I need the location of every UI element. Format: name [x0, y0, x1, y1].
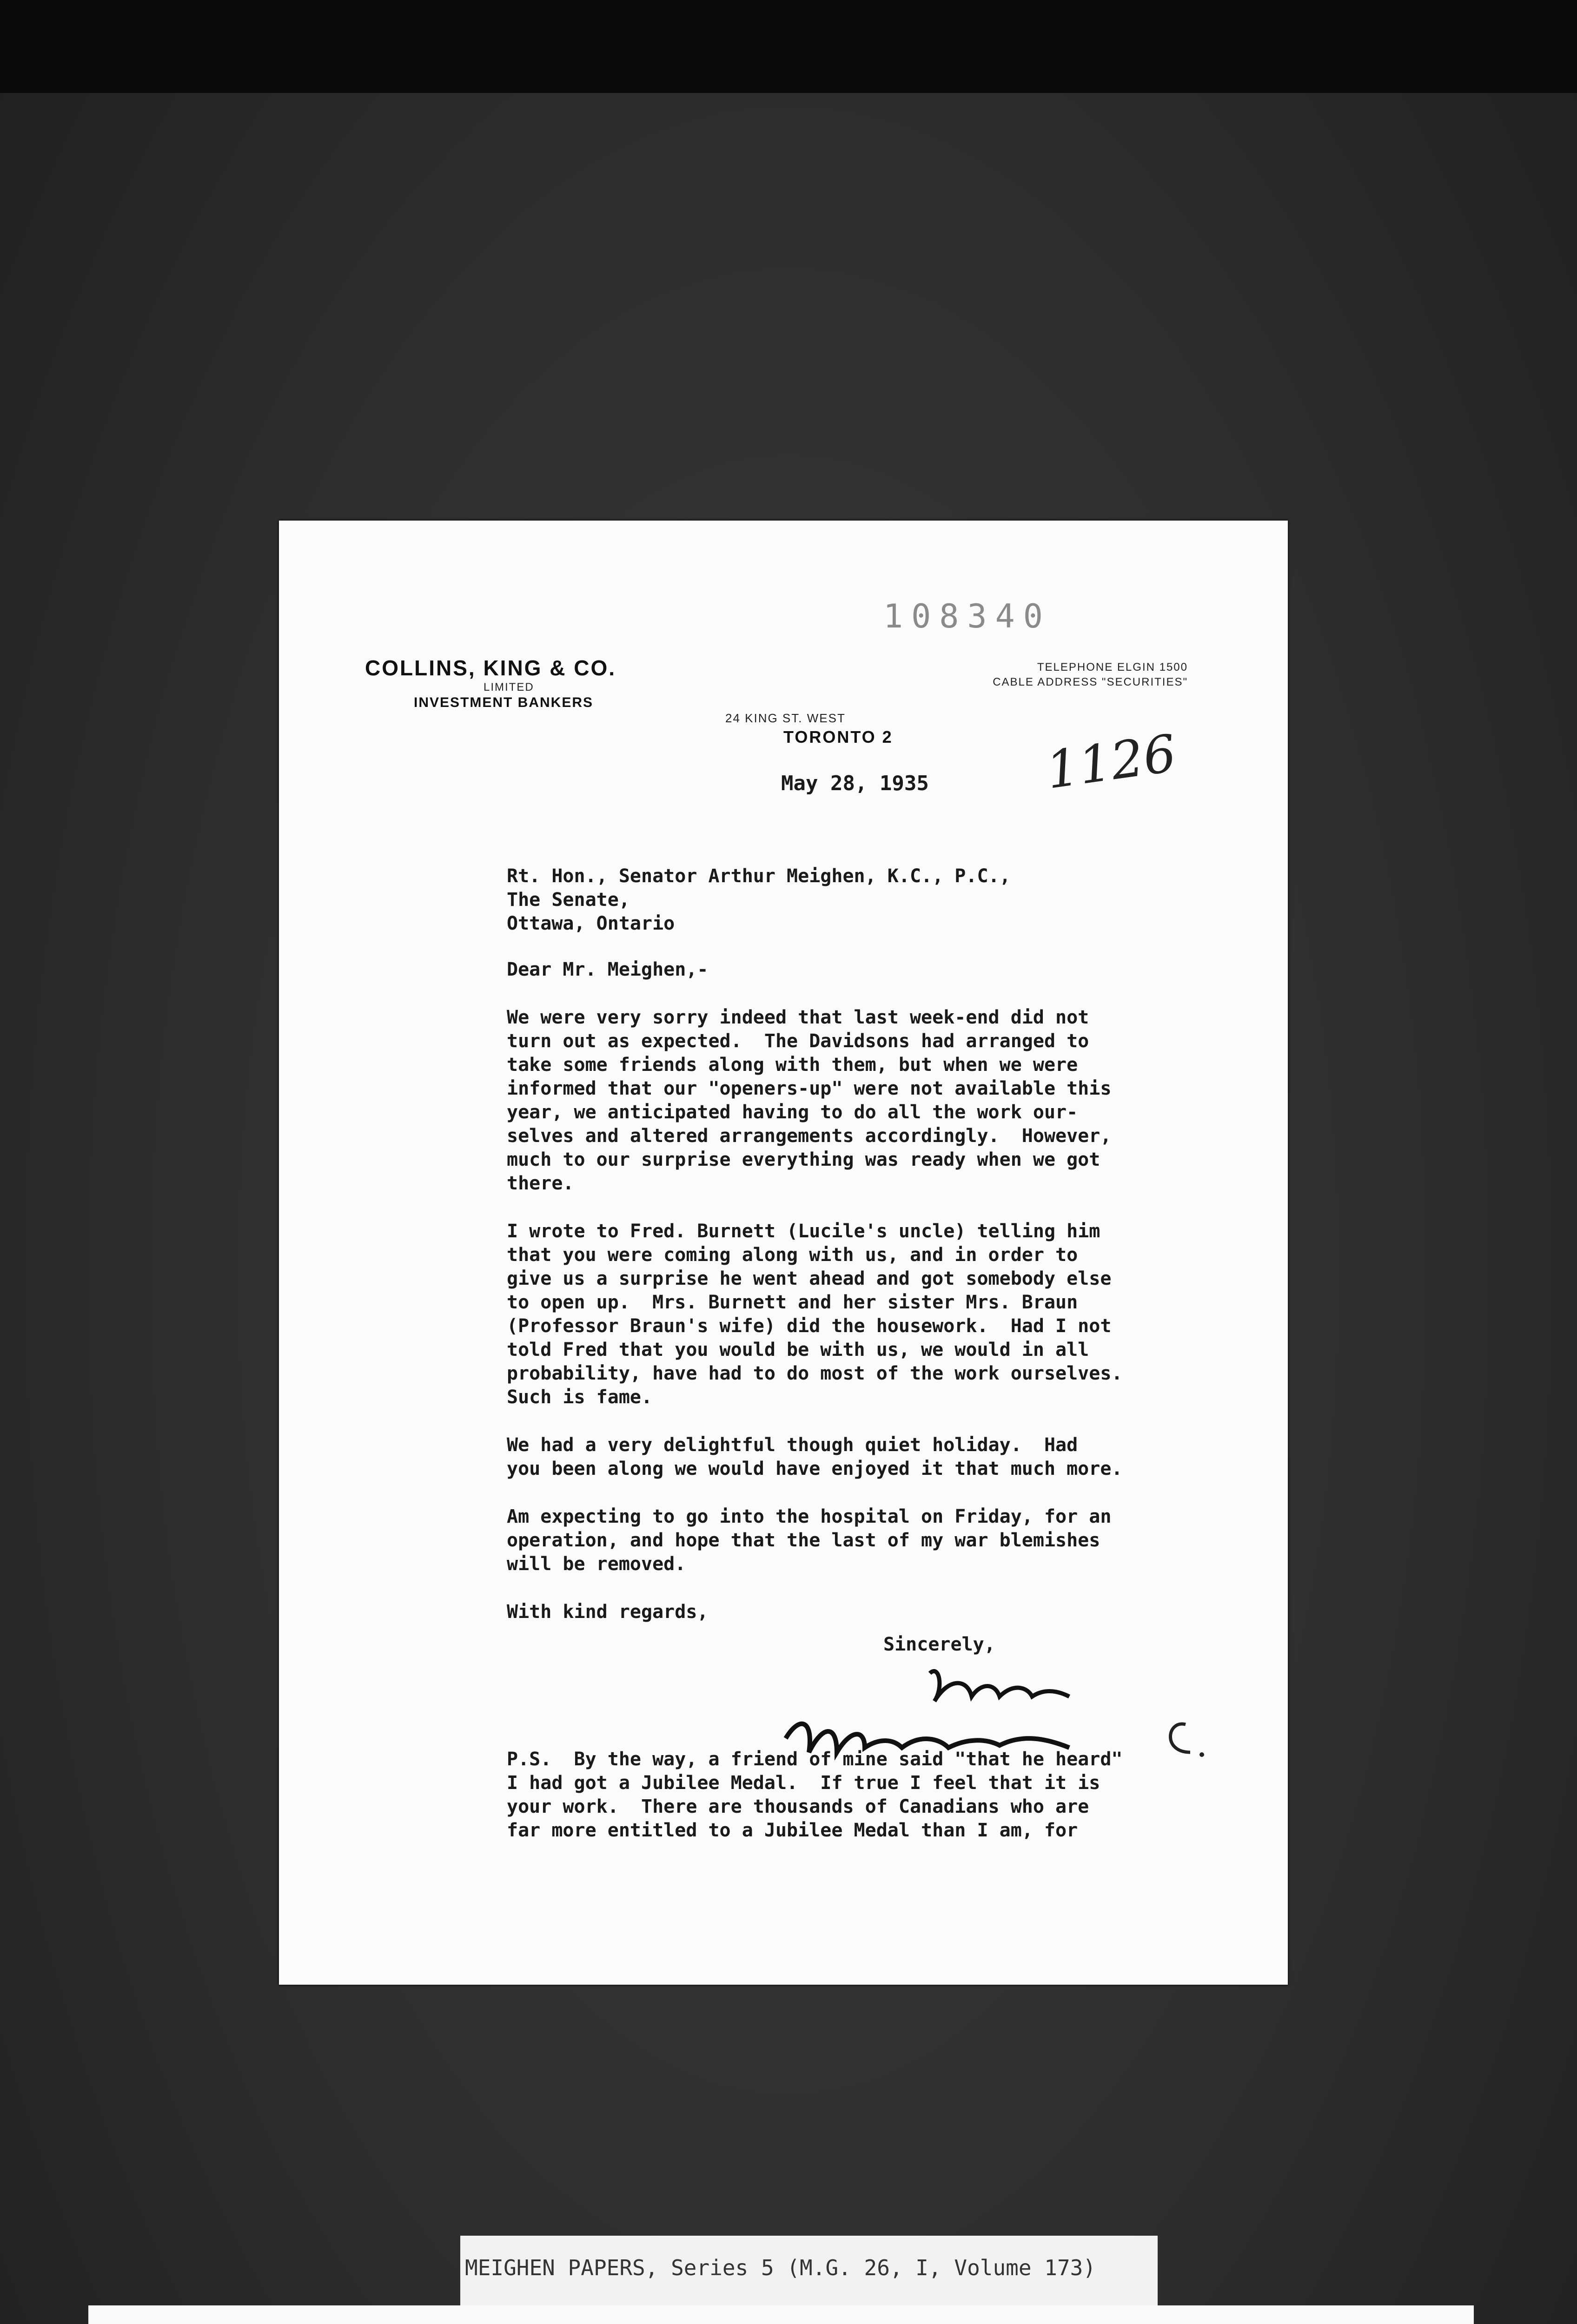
- telephone-line: TELEPHONE ELGIN 1500: [1037, 661, 1188, 673]
- paragraph-3: We had a very delightful though quiet holiday. Had you been along we would have enjoyed it that much more.: [507, 1434, 1123, 1479]
- letter-date: May 28, 1935: [781, 772, 929, 795]
- paragraph-2: I wrote to Fred. Burnett (Lucile's uncle) telling him that you were coming along with us, and in order to give us a surprise he went ahead and got somebody else to open up. Mrs. Burnett and her sister Mrs. Braun (Professor Braun's wife) did the housework. Had I not told Fred that you would be with us, we would in all probability, have had to do most of the work ourselves. Such is fame.: [507, 1221, 1123, 1408]
- postscript: P.S. By the way, a friend of mine said "that he heard" I had got a Jubilee Medal. If true I feel that it is your work. There are thousands of Canadians who are far more entitled to a Jubilee Medal than I am, for: [507, 1749, 1123, 1841]
- archive-stamp-number: 108340: [883, 597, 1051, 635]
- city-address: TORONTO 2: [783, 727, 893, 746]
- film-top-strip: [0, 0, 1577, 93]
- handwritten-file-note: 1126: [1042, 723, 1180, 800]
- series-label: MEIGHEN PAPERS, Series 5 (M.G. 26, I, Volume 173): [460, 2236, 1158, 2310]
- firm-subtitle: INVESTMENT BANKERS: [414, 695, 594, 710]
- recipient-address: Rt. Hon., Senator Arthur Meighen, K.C., P.C., The Senate, Ottawa, Ontario: [507, 865, 1011, 934]
- kind-regards: With kind regards,: [507, 1601, 709, 1623]
- firm-limited: LIMITED: [484, 681, 534, 693]
- paragraph-1: We were very sorry indeed that last week-end did not turn out as expected. The Davidsons had arranged to take some friends along with them, but when we were informed that our "openers-up" were not available this year, we anticipated having to do all the work our- selves and altered arrangements accordingly. However, much to our surprise everything was ready when we got there.: [507, 1007, 1112, 1194]
- closing: Sincerely,: [883, 1634, 995, 1655]
- street-address: 24 KING ST. WEST: [725, 711, 846, 725]
- salutation: Dear Mr. Meighen,-: [507, 959, 709, 980]
- cable-line: CABLE ADDRESS "SECURITIES": [993, 676, 1188, 688]
- letter-body: [507, 865, 1274, 1648]
- firm-name: COLLINS, KING & CO.: [365, 656, 616, 680]
- archives-card: [88, 2305, 1474, 2324]
- paragraph-4: Am expecting to go into the hospital on Friday, for an operation, and hope that the last of my war blemishes will be removed.: [507, 1506, 1112, 1575]
- letter-page: [279, 521, 1288, 1985]
- telephone-block: [993, 660, 1188, 690]
